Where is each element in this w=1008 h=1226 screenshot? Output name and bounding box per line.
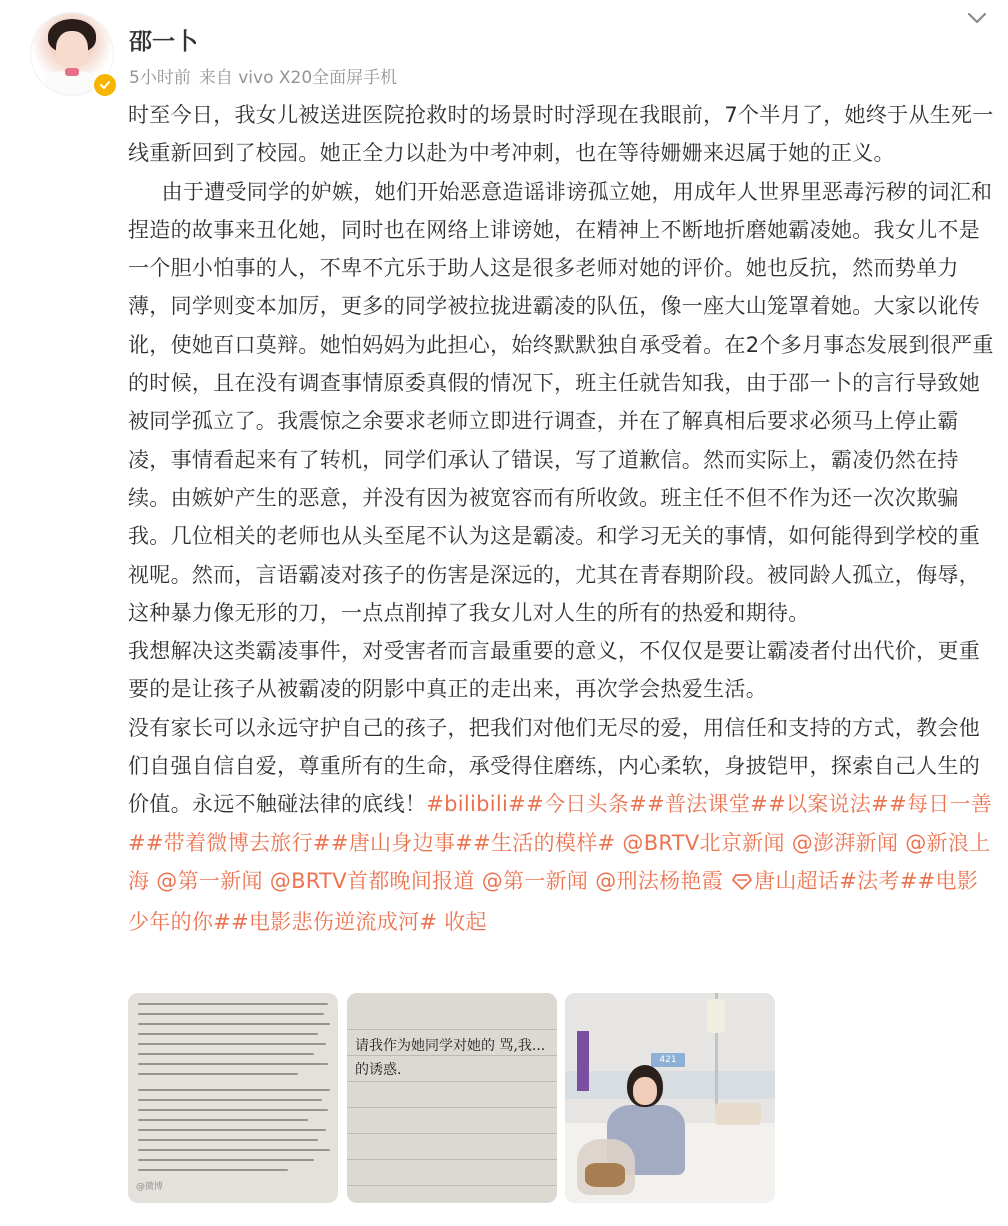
ward-number-sign: 421 — [651, 1053, 685, 1067]
mention-link[interactable]: @第一新闻 — [156, 868, 263, 893]
handwriting-line — [138, 1149, 330, 1151]
topic-tag[interactable]: #bilibili# — [426, 792, 527, 817]
topic-tag[interactable]: #电影悲伤逆流成河# — [231, 910, 438, 935]
door-frame — [577, 1031, 589, 1091]
handwriting-line — [138, 1013, 324, 1015]
ruled-line — [347, 1081, 557, 1082]
topic-tag[interactable]: #今日头条# — [526, 792, 648, 817]
ruled-line — [347, 1133, 557, 1134]
handwriting-line — [138, 1129, 326, 1131]
handwriting-line — [138, 1033, 318, 1035]
handwriting-line — [138, 1089, 330, 1091]
topic-tag[interactable]: #法考# — [839, 868, 918, 893]
super-topic-link[interactable]: 唐山超话 — [754, 868, 840, 893]
topic-tag[interactable]: #唐山身边事# — [330, 830, 474, 855]
post-paragraph-3: 我想解决这类霸凌事件，对受害者而言最重要的意义，不仅仅是要让霸凌者付出代价，更重要的是让孩子从被霸凌的阴影中真正的走出来，再次学会热爱生活。 — [128, 639, 980, 702]
ruled-line — [347, 1055, 557, 1056]
mention-link[interactable]: @新浪上海 — [128, 830, 991, 893]
topic-tag[interactable]: #带着微博去旅行# — [145, 830, 331, 855]
notebook-text: 的诱惑. — [355, 1062, 402, 1078]
mention-link[interactable]: @BRTV首都晚间报道 — [269, 868, 475, 893]
patient-face — [633, 1077, 657, 1105]
topic-tag[interactable]: #以案说法# — [768, 792, 890, 817]
mention-link[interactable]: @刑法杨艳霞 — [595, 868, 724, 893]
post-time: 5小时前 — [129, 68, 191, 88]
ruled-line — [347, 1107, 557, 1108]
post-paragraph-4 — [128, 709, 996, 942]
handwriting-line — [138, 1063, 328, 1065]
collapse-link[interactable]: 收起 — [444, 910, 487, 935]
handwriting-line — [138, 1159, 314, 1161]
topic-tag[interactable]: #每日一善# — [128, 792, 993, 855]
image-notebook-page[interactable] — [347, 993, 557, 1203]
post-source: 来自 vivo X20全面屏手机 — [198, 68, 398, 88]
post-body — [128, 96, 996, 942]
post-meta — [129, 67, 397, 89]
ruled-line — [347, 1159, 557, 1160]
food-in-bag — [585, 1163, 625, 1187]
handwriting-line — [138, 1043, 326, 1045]
image-watermark: @微博 — [136, 1182, 164, 1192]
post-paragraph-1: 时至今日，我女儿被送进医院抢救时的场景时时浮现在我眼前，7个半月了，她终于从生死一线重新回到了校园。她正全力以赴为中考冲刺，也在等待姗姗来迟属于她的正义。 — [128, 103, 994, 166]
handwriting-line — [138, 1139, 318, 1141]
verified-badge-icon — [92, 72, 118, 98]
handwriting-line — [138, 1023, 330, 1025]
handwriting-line — [138, 1099, 322, 1101]
avatar-face — [56, 31, 88, 69]
handwriting-line — [138, 1169, 288, 1171]
iv-bag — [707, 999, 725, 1033]
mention-link[interactable]: @澎湃新闻 — [791, 830, 899, 855]
topic-tag[interactable]: #生活的模样# — [473, 830, 616, 855]
topic-tag[interactable]: #普法课堂# — [647, 792, 769, 817]
ruled-line — [347, 1029, 557, 1030]
avatar-bow — [65, 68, 79, 76]
image-gallery — [128, 993, 776, 1203]
post-paragraph-2: 由于遭受同学的妒嫉，她们开始恶意造谣诽谤孤立她，用成年人世界里恶毒污秽的词汇和捏造的故事来丑化她，同时也在网络上诽谤她，在精神上不断地折磨她霸凌她。我女儿不是一个胆小怕事的人，不卑不亢乐于助人这是很多老师对她的评价。她也反抗，然而势单力薄，同学则变本加厉，更多的同学被拉拢进霸凌的队伍，像一座大山笼罩着她。大家以讹传讹，使她百口莫辩。她怕妈妈为此担心，始终默默独自承受着。在2个多月事态发展到很严重的时候，且在没有调查事情原委真假的情况下，班主任就告知我，由于邵一卜的言行导致她被同学孤立了。我震惊之余要求老师立即进行调查，并在了解真相后要求必须马上停止霸凌，事情看起来有了转机，同学们承认了错误，写了道歉信。然而实际上，霸凌仍然在持续。由嫉妒产生的恶意，并没有因为被宽容而有所收敛。班主任不但不作为还一次次欺骗我。几位相关的老师也从头至尾不认为这是霸凌。和学习无关的事情，如何能得到学校的重视呢。然而，言语霸凌对孩子的伤害是深远的，尤其在青春期阶段。被同龄人孤立，侮辱，这种暴力像无形的刀，一点点削掉了我女儿对人生的所有的热爱和期待。 — [128, 179, 994, 625]
notebook-text: 请我作为她同学对她的 骂,我... — [355, 1038, 546, 1054]
chevron-down-icon[interactable] — [964, 8, 990, 28]
ruled-line — [347, 1185, 557, 1186]
mention-link[interactable]: @第一新闻 — [481, 868, 589, 893]
handwriting-line — [138, 1053, 314, 1055]
mention-link[interactable]: @BRTV北京新闻 — [622, 830, 785, 855]
post-paragraph-4-text: 没有家长可以永远守护自己的孩子，把我们对他们无尽的爱，用信任和支持的方式，教会他们自强自信自爱，尊重所有的生命，承受得住磨练，内心柔软，身披铠甲，探索自己人生的价值。永远不触碰法律的底线！ — [128, 715, 980, 817]
image-hospital-photo[interactable] — [565, 993, 775, 1203]
handwriting-line — [138, 1003, 328, 1005]
wall-panel — [565, 1071, 775, 1099]
food-tray — [715, 1103, 761, 1125]
image-handwritten-letter[interactable] — [128, 993, 338, 1203]
username[interactable]: 邵一卜 — [129, 29, 198, 55]
super-topic-icon — [732, 865, 752, 903]
topic-tag[interactable]: #电影少年的你# — [128, 868, 979, 935]
handwriting-line — [138, 1109, 328, 1111]
handwriting-line — [138, 1073, 298, 1075]
handwriting-line — [138, 1119, 308, 1121]
